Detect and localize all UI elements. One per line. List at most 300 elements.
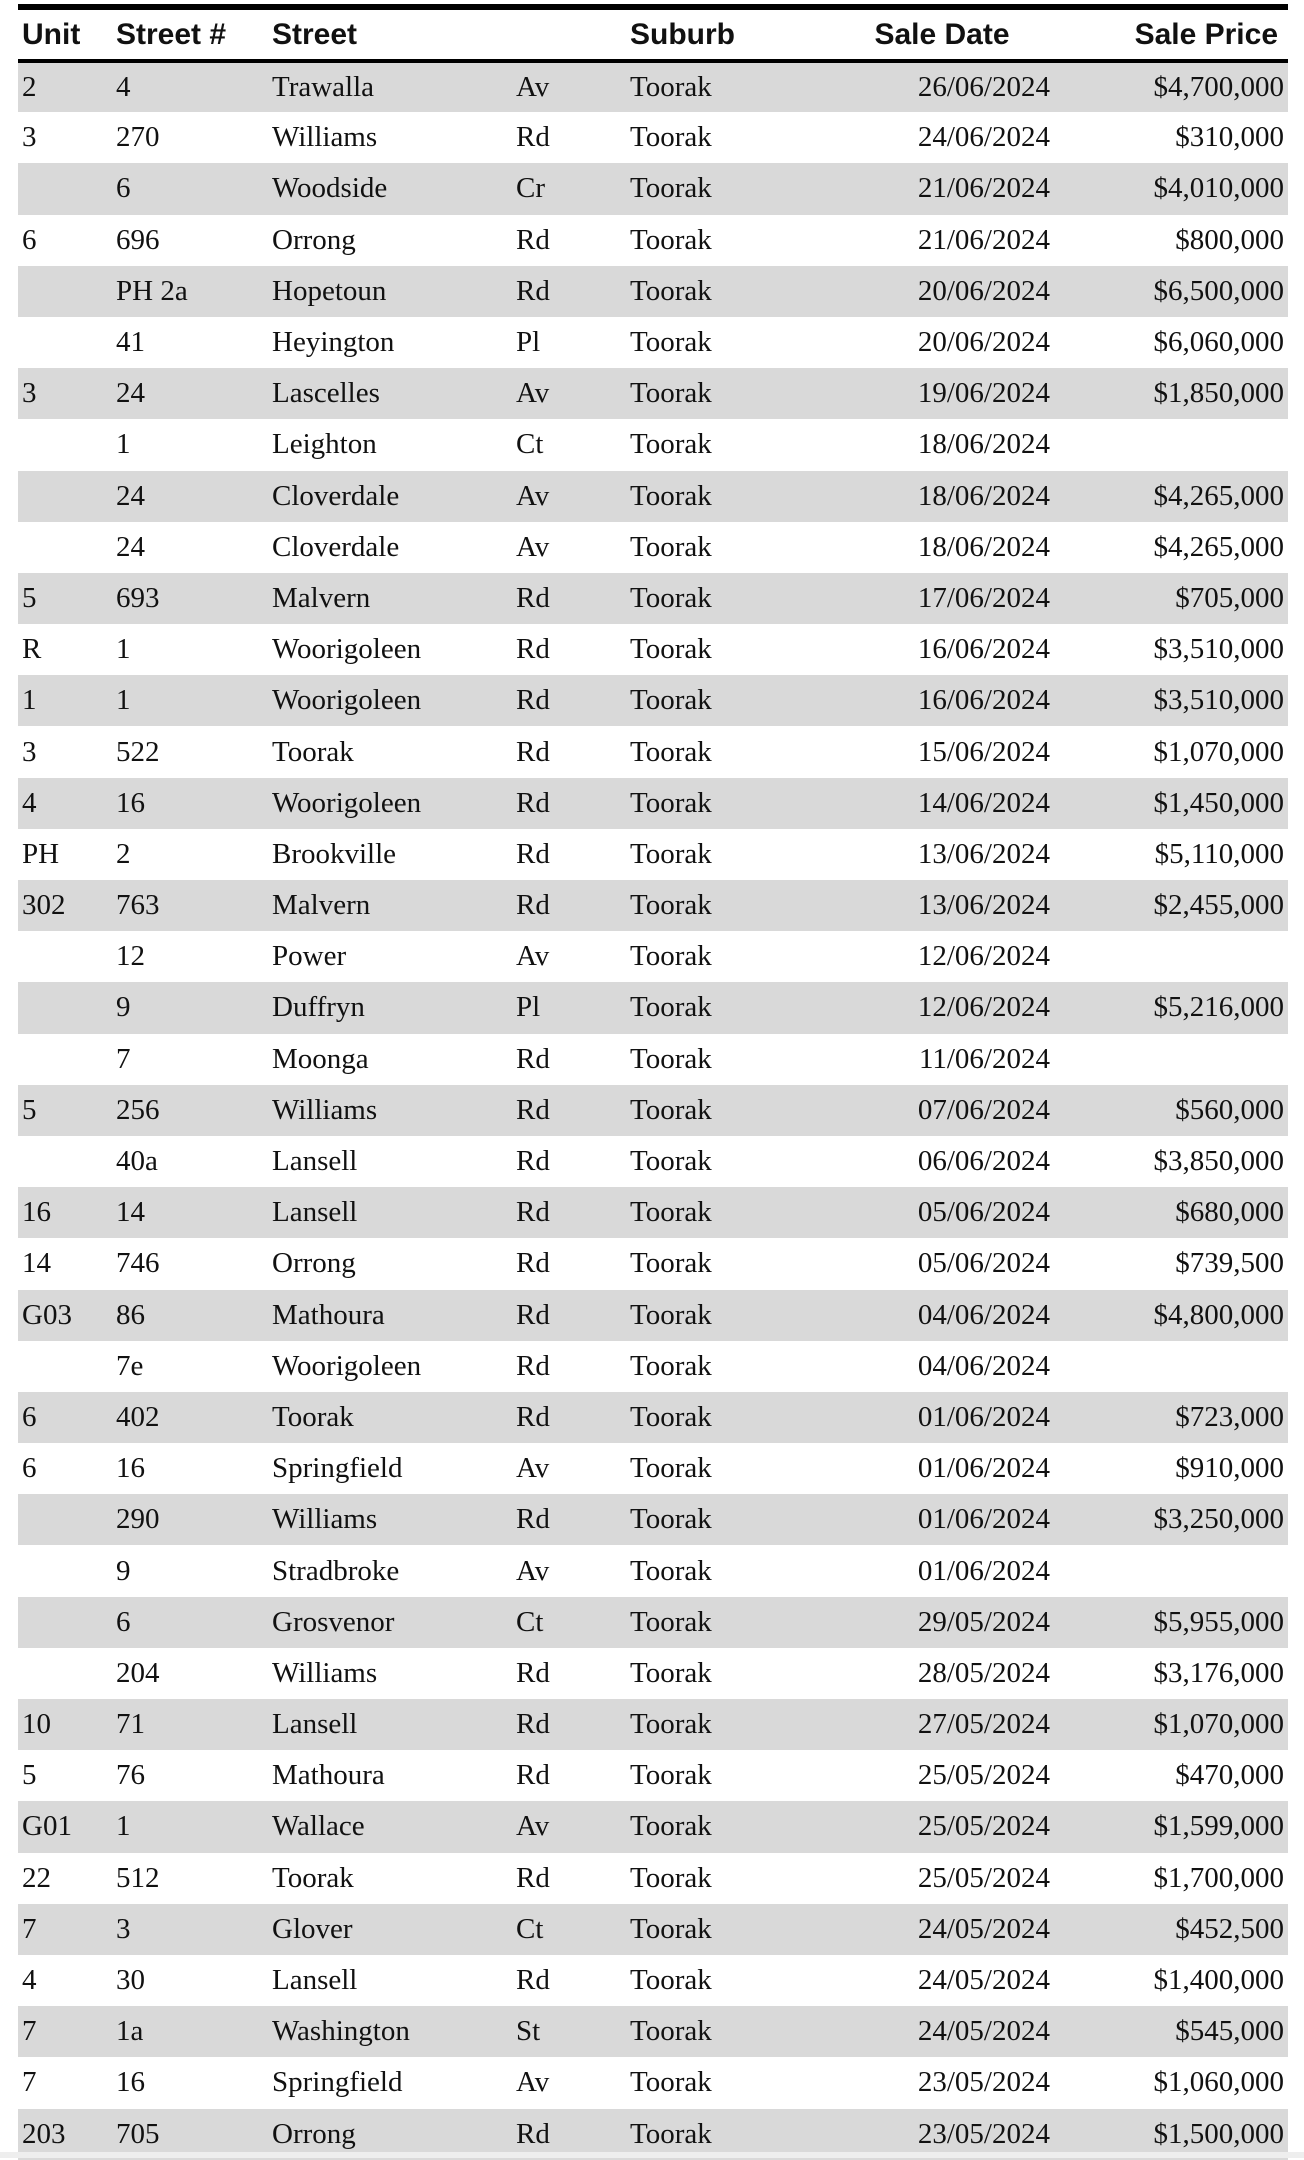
cell-sale-date: 27/05/2024 xyxy=(917,1708,1050,1741)
cell-unit xyxy=(18,1494,112,1545)
cell-sale-price: $6,500,000 xyxy=(1153,274,1284,307)
cell-street-number: 7e xyxy=(116,1349,144,1382)
cell-suburb: Toorak xyxy=(630,581,712,614)
cell-street-number: 696 xyxy=(116,223,160,256)
cell-sale-date: 18/06/2024 xyxy=(917,479,1050,512)
cell-suburb: Toorak xyxy=(630,1503,712,1536)
cell-street: Lansell xyxy=(272,1964,358,1997)
cell-street-type: Ct xyxy=(516,428,544,461)
cell-sale-date: 28/05/2024 xyxy=(917,1656,1050,1689)
table-row xyxy=(18,368,1288,419)
cell-street-number: 16 xyxy=(116,786,145,819)
cell-unit: 5 xyxy=(22,581,37,614)
cell-street-number: 1 xyxy=(116,633,131,666)
cell-street-type: Av xyxy=(516,479,550,512)
header-sale-price: Sale Price xyxy=(1058,7,1288,61)
cell-sale-date: 13/06/2024 xyxy=(917,889,1050,922)
table-row xyxy=(18,522,1288,573)
cell-sale-date: 24/06/2024 xyxy=(917,121,1050,154)
cell-suburb: Toorak xyxy=(630,1452,712,1485)
cell-street-number: 16 xyxy=(116,1452,145,1485)
cell-unit: 14 xyxy=(22,1247,51,1280)
cell-street: Orrong xyxy=(272,223,356,256)
cell-street-type: Rd xyxy=(516,274,550,307)
header-unit: Unit xyxy=(18,7,112,61)
page-bottom-edge xyxy=(0,2152,1304,2158)
cell-street-type: Rd xyxy=(516,786,550,819)
cell-street: Toorak xyxy=(272,1861,354,1894)
table-row xyxy=(18,1238,1288,1289)
table-row xyxy=(18,471,1288,522)
cell-street-number: 86 xyxy=(116,1298,145,1331)
cell-street-type: Rd xyxy=(516,1708,550,1741)
cell-street: Woorigoleen xyxy=(272,1349,422,1382)
cell-suburb: Toorak xyxy=(630,2117,712,2150)
cell-unit: 3 xyxy=(22,121,37,154)
cell-unit: 7 xyxy=(22,2015,37,2048)
cell-street: Brookville xyxy=(272,837,397,870)
cell-street-type: Av xyxy=(516,1452,550,1485)
table-row xyxy=(18,1290,1288,1341)
cell-unit xyxy=(18,163,112,214)
cell-sale-date: 29/05/2024 xyxy=(917,1605,1050,1638)
cell-sale-price xyxy=(1058,1545,1288,1596)
cell-unit: PH xyxy=(22,837,60,870)
table-row xyxy=(18,112,1288,163)
cell-street-type: Rd xyxy=(516,633,550,666)
cell-street-type: Av xyxy=(516,2066,550,2099)
cell-street-number: 9 xyxy=(116,1554,131,1587)
cell-street-type: Rd xyxy=(516,1196,550,1229)
cell-street: Washington xyxy=(272,2015,410,2048)
cell-street-type: Rd xyxy=(516,837,550,870)
cell-unit: R xyxy=(22,633,42,666)
cell-sale-price xyxy=(1058,1034,1288,1085)
cell-sale-price: $910,000 xyxy=(1175,1452,1284,1485)
cell-street-number: 256 xyxy=(116,1093,160,1126)
cell-street: Cloverdale xyxy=(272,479,400,512)
cell-suburb: Toorak xyxy=(630,991,712,1024)
cell-suburb: Toorak xyxy=(630,2015,712,2048)
cell-sale-price: $1,070,000 xyxy=(1153,1708,1284,1741)
cell-street-number: 512 xyxy=(116,1861,160,1894)
cell-street: Springfield xyxy=(272,2066,403,2099)
cell-street-number: 270 xyxy=(116,121,160,154)
cell-sale-price: $1,850,000 xyxy=(1153,377,1284,410)
cell-suburb: Toorak xyxy=(630,377,712,410)
cell-street-number: 2 xyxy=(116,837,131,870)
cell-sale-price: $5,110,000 xyxy=(1154,837,1284,870)
header-street: Street xyxy=(268,7,512,61)
table-row xyxy=(18,163,1288,214)
cell-street-number: 693 xyxy=(116,581,160,614)
cell-sale-price: $1,700,000 xyxy=(1153,1861,1284,1894)
table-row xyxy=(18,419,1288,470)
cell-street-number: 746 xyxy=(116,1247,160,1280)
cell-street: Malvern xyxy=(272,889,371,922)
cell-unit xyxy=(18,317,112,368)
sales-table xyxy=(18,4,1288,2160)
cell-unit: 302 xyxy=(22,889,66,922)
cell-sale-price: $5,955,000 xyxy=(1153,1605,1284,1638)
table-row xyxy=(18,1648,1288,1699)
header-street-type xyxy=(512,7,626,61)
cell-unit xyxy=(18,522,112,573)
cell-street: Cloverdale xyxy=(272,530,400,563)
table-row xyxy=(18,266,1288,317)
cell-sale-date: 04/06/2024 xyxy=(917,1349,1050,1382)
cell-suburb: Toorak xyxy=(630,1861,712,1894)
table-row xyxy=(18,675,1288,726)
cell-street-number: 9 xyxy=(116,991,131,1024)
cell-unit: 4 xyxy=(22,786,37,819)
cell-sale-date: 25/05/2024 xyxy=(917,1861,1050,1894)
cell-unit: 10 xyxy=(22,1708,51,1741)
cell-street-number: 76 xyxy=(116,1759,145,1792)
cell-sale-price: $3,176,000 xyxy=(1153,1656,1284,1689)
cell-sale-date: 01/06/2024 xyxy=(917,1400,1050,1433)
cell-street-type: Rd xyxy=(516,684,550,717)
cell-street-number: 24 xyxy=(116,377,145,410)
cell-sale-price: $3,510,000 xyxy=(1153,684,1284,717)
cell-street: Lascelles xyxy=(272,377,380,410)
cell-sale-price: $560,000 xyxy=(1175,1093,1284,1126)
header-suburb: Suburb xyxy=(626,7,826,61)
cell-unit: 3 xyxy=(22,735,37,768)
cell-street: Williams xyxy=(272,121,378,154)
cell-unit: 1 xyxy=(22,684,37,717)
cell-suburb: Toorak xyxy=(630,889,712,922)
cell-suburb: Toorak xyxy=(630,735,712,768)
cell-sale-price: $4,700,000 xyxy=(1153,71,1284,104)
table-row xyxy=(18,1034,1288,1085)
cell-street-type: Rd xyxy=(516,1042,550,1075)
cell-suburb: Toorak xyxy=(630,1400,712,1433)
cell-sale-price: $1,450,000 xyxy=(1153,786,1284,819)
cell-unit: 203 xyxy=(22,2117,66,2150)
cell-sale-date: 18/06/2024 xyxy=(917,428,1050,461)
table-row xyxy=(18,880,1288,931)
table-row xyxy=(18,2057,1288,2108)
table-row xyxy=(18,1136,1288,1187)
cell-sale-date: 18/06/2024 xyxy=(917,530,1050,563)
cell-sale-date: 15/06/2024 xyxy=(917,735,1050,768)
cell-sale-date: 16/06/2024 xyxy=(917,684,1050,717)
cell-street-type: Rd xyxy=(516,1247,550,1280)
table-row xyxy=(18,624,1288,675)
cell-sale-date: 24/05/2024 xyxy=(917,1912,1050,1945)
cell-sale-date: 12/06/2024 xyxy=(917,991,1050,1024)
cell-street-number: 763 xyxy=(116,889,160,922)
cell-street-type: Cr xyxy=(516,172,545,205)
cell-unit: 4 xyxy=(22,1964,37,1997)
cell-sale-price xyxy=(1058,1341,1288,1392)
cell-street: Malvern xyxy=(272,581,371,614)
cell-sale-date: 06/06/2024 xyxy=(917,1145,1050,1178)
cell-sale-date: 01/06/2024 xyxy=(917,1554,1050,1587)
table-row xyxy=(18,1341,1288,1392)
table-row xyxy=(18,1904,1288,1955)
cell-suburb: Toorak xyxy=(630,326,712,359)
cell-suburb: Toorak xyxy=(630,121,712,154)
cell-street: Lansell xyxy=(272,1196,358,1229)
cell-unit: 5 xyxy=(22,1759,37,1792)
cell-suburb: Toorak xyxy=(630,479,712,512)
cell-suburb: Toorak xyxy=(630,1349,712,1382)
table-row xyxy=(18,215,1288,266)
cell-street-number: 6 xyxy=(116,1605,131,1638)
header-row xyxy=(18,7,1288,61)
table-row xyxy=(18,1187,1288,1238)
cell-street-type: Av xyxy=(516,1810,550,1843)
cell-suburb: Toorak xyxy=(630,1759,712,1792)
table-row xyxy=(18,317,1288,368)
cell-street-number: 12 xyxy=(116,940,145,973)
cell-street-type: Av xyxy=(516,71,550,104)
cell-sale-price: $800,000 xyxy=(1175,223,1284,256)
cell-street-number: PH 2a xyxy=(116,274,188,307)
cell-street: Leighton xyxy=(272,428,377,461)
cell-sale-date: 25/05/2024 xyxy=(917,1759,1050,1792)
cell-sale-price: $705,000 xyxy=(1175,581,1284,614)
cell-sale-date: 01/06/2024 xyxy=(917,1452,1050,1485)
table-row xyxy=(18,2006,1288,2057)
table-row xyxy=(18,1545,1288,1596)
cell-unit: G01 xyxy=(22,1810,72,1843)
cell-street-type: Av xyxy=(516,1554,550,1587)
table-row xyxy=(18,1801,1288,1852)
cell-street-number: 1 xyxy=(116,428,131,461)
cell-street: Duffryn xyxy=(272,991,365,1024)
cell-suburb: Toorak xyxy=(630,274,712,307)
cell-suburb: Toorak xyxy=(630,1093,712,1126)
cell-sale-price: $739,500 xyxy=(1175,1247,1284,1280)
cell-street-type: Pl xyxy=(516,326,541,359)
cell-street: Woorigoleen xyxy=(272,786,422,819)
cell-sale-price: $4,010,000 xyxy=(1153,172,1284,205)
cell-street-type: Av xyxy=(516,377,550,410)
cell-street-number: 40a xyxy=(116,1145,158,1178)
cell-unit xyxy=(18,1136,112,1187)
cell-sale-price: $545,000 xyxy=(1175,2015,1284,2048)
cell-street-type: Rd xyxy=(516,735,550,768)
table-row xyxy=(18,1392,1288,1443)
cell-street-type: Rd xyxy=(516,1298,550,1331)
cell-unit: 16 xyxy=(22,1196,51,1229)
table-row xyxy=(18,61,1288,112)
cell-sale-date: 20/06/2024 xyxy=(917,274,1050,307)
cell-street: Williams xyxy=(272,1503,378,1536)
cell-street: Mathoura xyxy=(272,1298,385,1331)
table-row xyxy=(18,1085,1288,1136)
table-row xyxy=(18,1494,1288,1545)
cell-sale-date: 25/05/2024 xyxy=(917,1810,1050,1843)
table-row xyxy=(18,1443,1288,1494)
cell-street-type: Rd xyxy=(516,121,550,154)
table-header xyxy=(18,7,1288,61)
cell-sale-date: 16/06/2024 xyxy=(917,633,1050,666)
cell-street: Williams xyxy=(272,1093,378,1126)
cell-street: Springfield xyxy=(272,1452,403,1485)
cell-street-type: Rd xyxy=(516,581,550,614)
cell-unit xyxy=(18,471,112,522)
cell-suburb: Toorak xyxy=(630,1042,712,1075)
cell-street-number: 16 xyxy=(116,2066,145,2099)
cell-suburb: Toorak xyxy=(630,837,712,870)
cell-unit xyxy=(18,1545,112,1596)
cell-sale-price: $470,000 xyxy=(1175,1759,1284,1792)
cell-sale-date: 04/06/2024 xyxy=(917,1298,1050,1331)
cell-unit: 6 xyxy=(22,223,37,256)
cell-street-type: Rd xyxy=(516,2117,550,2150)
cell-street-type: Rd xyxy=(516,223,550,256)
cell-street-type: St xyxy=(516,2015,541,2048)
cell-suburb: Toorak xyxy=(630,530,712,563)
header-street-number: Street # xyxy=(112,7,268,61)
cell-street-number: 1 xyxy=(116,1810,131,1843)
cell-street-type: Rd xyxy=(516,1093,550,1126)
cell-street-number: 24 xyxy=(116,479,145,512)
cell-sale-date: 01/06/2024 xyxy=(917,1503,1050,1536)
cell-street: Stradbroke xyxy=(272,1554,400,1587)
cell-suburb: Toorak xyxy=(630,1196,712,1229)
cell-street: Grosvenor xyxy=(272,1605,395,1638)
cell-sale-price xyxy=(1058,931,1288,982)
cell-unit: 3 xyxy=(22,377,37,410)
cell-sale-price: $4,800,000 xyxy=(1153,1298,1284,1331)
cell-sale-date: 07/06/2024 xyxy=(917,1093,1050,1126)
table-row xyxy=(18,982,1288,1033)
cell-sale-price: $1,400,000 xyxy=(1153,1964,1284,1997)
cell-sale-price: $3,850,000 xyxy=(1153,1145,1284,1178)
cell-street: Moonga xyxy=(272,1042,369,1075)
cell-street-type: Ct xyxy=(516,1605,544,1638)
cell-street-type: Av xyxy=(516,530,550,563)
cell-suburb: Toorak xyxy=(630,1810,712,1843)
cell-suburb: Toorak xyxy=(630,428,712,461)
cell-suburb: Toorak xyxy=(630,633,712,666)
cell-street-number: 4 xyxy=(116,71,131,104)
table-row xyxy=(18,726,1288,777)
cell-suburb: Toorak xyxy=(630,172,712,205)
cell-sale-date: 05/06/2024 xyxy=(917,1196,1050,1229)
table-row xyxy=(18,1955,1288,2006)
cell-suburb: Toorak xyxy=(630,1298,712,1331)
cell-street-type: Rd xyxy=(516,1349,550,1382)
cell-street-type: Rd xyxy=(516,1400,550,1433)
cell-unit xyxy=(18,1648,112,1699)
cell-sale-price: $1,070,000 xyxy=(1153,735,1284,768)
cell-street: Toorak xyxy=(272,735,354,768)
cell-sale-date: 19/06/2024 xyxy=(917,377,1050,410)
table-row xyxy=(18,1853,1288,1904)
header-sale-date: Sale Date xyxy=(826,7,1058,61)
cell-street-number: 24 xyxy=(116,530,145,563)
cell-suburb: Toorak xyxy=(630,1708,712,1741)
cell-suburb: Toorak xyxy=(630,1554,712,1587)
cell-unit xyxy=(18,982,112,1033)
cell-street: Glover xyxy=(272,1912,353,1945)
cell-street: Lansell xyxy=(272,1145,358,1178)
cell-street-type: Av xyxy=(516,940,550,973)
cell-street: Woorigoleen xyxy=(272,684,422,717)
cell-sale-date: 05/06/2024 xyxy=(917,1247,1050,1280)
cell-street-type: Pl xyxy=(516,991,541,1024)
cell-unit: G03 xyxy=(22,1298,72,1331)
cell-street-number: 705 xyxy=(116,2117,160,2150)
cell-sale-price: $3,510,000 xyxy=(1153,633,1284,666)
cell-street: Orrong xyxy=(272,2117,356,2150)
cell-sale-price: $1,500,000 xyxy=(1153,2117,1284,2150)
cell-sale-price: $1,060,000 xyxy=(1153,2066,1284,2099)
cell-unit xyxy=(18,1034,112,1085)
cell-unit: 2 xyxy=(22,71,37,104)
table-body xyxy=(18,61,1288,2160)
cell-suburb: Toorak xyxy=(630,786,712,819)
cell-sale-price: $680,000 xyxy=(1175,1196,1284,1229)
cell-street-type: Rd xyxy=(516,1759,550,1792)
cell-sale-price xyxy=(1058,419,1288,470)
cell-suburb: Toorak xyxy=(630,1605,712,1638)
cell-sale-price: $1,599,000 xyxy=(1153,1810,1284,1843)
cell-unit xyxy=(18,931,112,982)
cell-street-number: 7 xyxy=(116,1042,131,1075)
cell-sale-date: 13/06/2024 xyxy=(917,837,1050,870)
cell-street: Trawalla xyxy=(272,71,375,104)
cell-street: Lansell xyxy=(272,1708,358,1741)
cell-street: Williams xyxy=(272,1656,378,1689)
cell-sale-date: 23/05/2024 xyxy=(917,2066,1050,2099)
cell-street-type: Rd xyxy=(516,1964,550,1997)
cell-unit xyxy=(18,1341,112,1392)
cell-unit: 7 xyxy=(22,2066,37,2099)
cell-sale-price: $2,455,000 xyxy=(1153,889,1284,922)
cell-unit: 5 xyxy=(22,1093,37,1126)
cell-street: Woodside xyxy=(272,172,388,205)
cell-suburb: Toorak xyxy=(630,1656,712,1689)
table-row xyxy=(18,931,1288,982)
cell-sale-date: 20/06/2024 xyxy=(917,326,1050,359)
table-row xyxy=(18,1699,1288,1750)
cell-street-number: 204 xyxy=(116,1656,160,1689)
cell-street-number: 14 xyxy=(116,1196,145,1229)
cell-sale-price: $5,216,000 xyxy=(1153,991,1284,1024)
cell-street: Hopetoun xyxy=(272,274,387,307)
cell-sale-price: $723,000 xyxy=(1175,1400,1284,1433)
cell-street-number: 1a xyxy=(116,2015,144,2048)
table-row xyxy=(18,829,1288,880)
cell-street: Orrong xyxy=(272,1247,356,1280)
cell-street: Woorigoleen xyxy=(272,633,422,666)
cell-street-number: 290 xyxy=(116,1503,160,1536)
cell-street-number: 30 xyxy=(116,1964,145,1997)
cell-unit: 6 xyxy=(22,1452,37,1485)
cell-suburb: Toorak xyxy=(630,1912,712,1945)
cell-suburb: Toorak xyxy=(630,2066,712,2099)
cell-street-number: 402 xyxy=(116,1400,160,1433)
cell-street: Power xyxy=(272,940,347,973)
cell-street-number: 1 xyxy=(116,684,131,717)
cell-sale-date: 21/06/2024 xyxy=(917,223,1050,256)
cell-street-type: Ct xyxy=(516,1912,544,1945)
cell-sale-price: $3,250,000 xyxy=(1153,1503,1284,1536)
cell-sale-date: 24/05/2024 xyxy=(917,1964,1050,1997)
cell-street: Heyington xyxy=(272,326,395,359)
cell-suburb: Toorak xyxy=(630,684,712,717)
cell-street-number: 3 xyxy=(116,1912,131,1945)
cell-street-type: Rd xyxy=(516,1503,550,1536)
table-row xyxy=(18,778,1288,829)
